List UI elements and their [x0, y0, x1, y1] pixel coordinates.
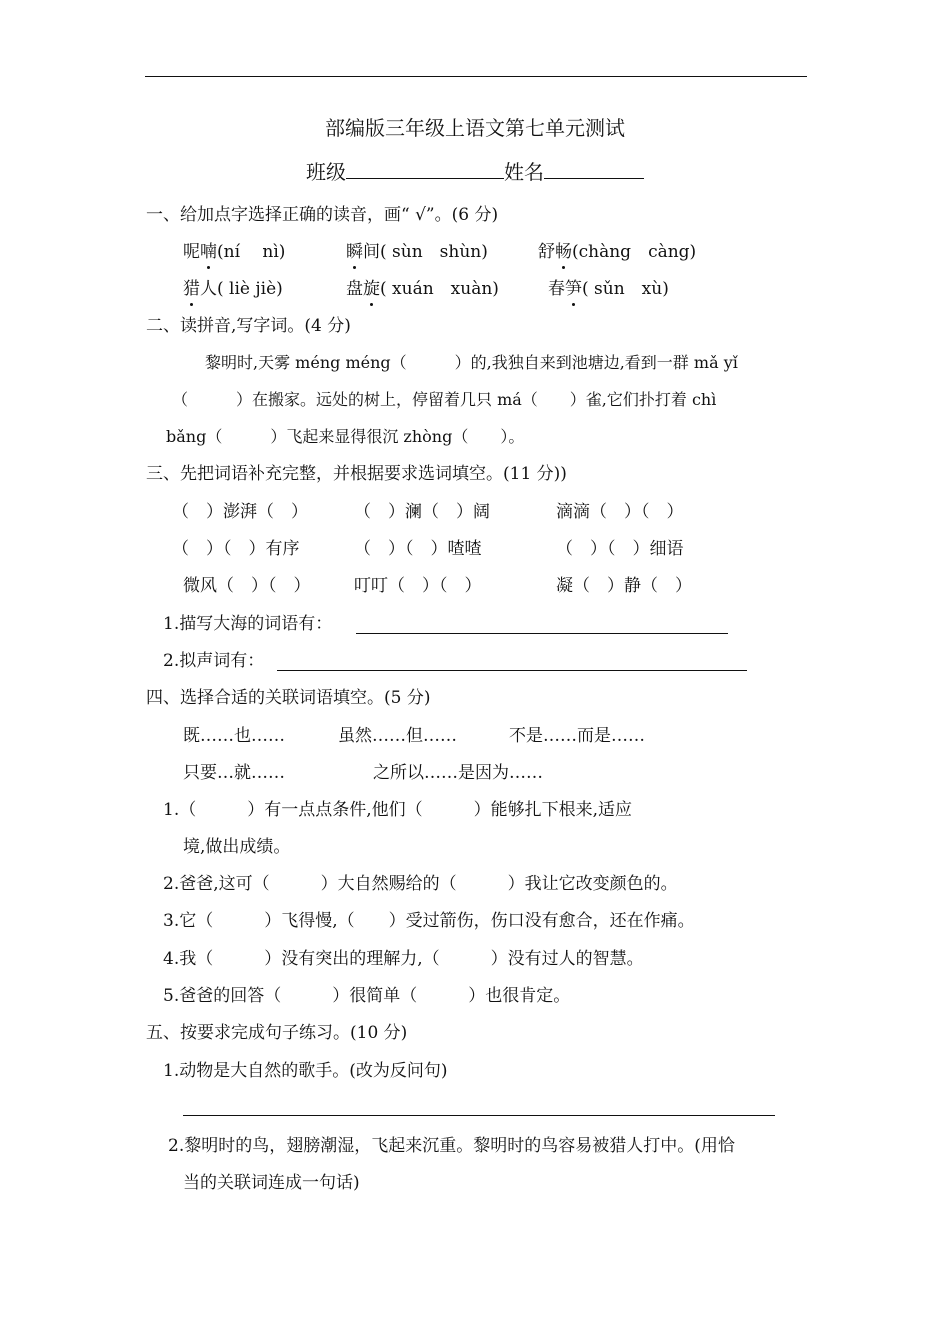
- q1-heading: 一、给加点字选择正确的读音，画“ √”。(6 分): [146, 205, 499, 225]
- q1-item: 盘旋( xuán xuàn): [346, 279, 499, 299]
- q4-item: 1.（ ）有一点点条件,他们（ ）能够扎下根来,适应: [163, 800, 633, 820]
- page-title: 部编版三年级上语文第七单元测试: [325, 116, 625, 140]
- q4-option: 既……也……: [183, 726, 285, 746]
- q3-word: （ ）澎湃（ ）: [172, 502, 308, 522]
- dotted-char: 笋: [565, 279, 582, 299]
- answer-line[interactable]: [183, 1115, 775, 1116]
- dotted-char: 喃: [200, 242, 217, 262]
- q2-line: bǎng（ ）飞起来显得很沉 zhòng（ ）。: [166, 427, 525, 446]
- q1-item: 呢喃(ní nì): [183, 242, 286, 262]
- q3-heading: 三、先把词语补充完整，并根据要求选词填空。(11 分)): [146, 464, 567, 484]
- q4-item: 3.它（ ）飞得慢,（ ）受过箭伤，伤口没有愈合，还在作痛。: [163, 911, 695, 931]
- q2-line: （ ）在搬家。远处的树上，停留着几只 má（ ）雀,它们扑打着 chì: [172, 390, 717, 409]
- answer-line[interactable]: [277, 670, 747, 671]
- dotted-char: 旋: [363, 279, 380, 299]
- q1-item: 春笋( sǔn xù): [548, 279, 669, 299]
- q5-item: 1.动物是大自然的歌手。(改为反问句): [163, 1061, 448, 1081]
- class-label: 班级: [306, 160, 346, 184]
- name-label: 姓名: [504, 160, 544, 184]
- q3-sub2: 2.拟声词有：: [163, 651, 265, 671]
- q4-item: 4.我（ ）没有突出的理解力,（ ）没有过人的智慧。: [163, 949, 644, 969]
- q4-option: 只要…就……: [183, 763, 285, 783]
- q4-item: 2.爸爸,这可（ ）大自然赐给的（ ）我让它改变颜色的。: [163, 874, 678, 894]
- q4-heading: 四、选择合适的关联词语填空。(5 分): [146, 688, 431, 708]
- q5-item: 当的关联词连成一句话): [183, 1173, 360, 1193]
- name-field[interactable]: [544, 160, 644, 179]
- student-info: [0, 160, 950, 184]
- q4-item: 境,做出成绩。: [183, 837, 291, 857]
- q3-word: 叮叮（ ）（ ）: [354, 576, 482, 596]
- q3-word: （ ）（ ）细语: [556, 539, 684, 559]
- q2-line: 黎明时,天雾 méng méng（ ）的,我独自来到池塘边,看到一群 mǎ yǐ: [205, 353, 738, 372]
- q3-word: （ ）（ ）喳喳: [354, 539, 482, 559]
- q5-item: 2.黎明时的鸟，翅膀潮湿，飞起来沉重。黎明时的鸟容易被猎人打中。(用恰: [168, 1136, 735, 1156]
- q3-word: （ ）澜（ ）阔: [354, 502, 490, 522]
- q1-item: 瞬间( sùn shùn): [346, 242, 488, 262]
- class-field[interactable]: [346, 160, 504, 179]
- q3-sub1: 1.描写大海的词语有：: [163, 614, 333, 634]
- header-rule: [145, 76, 807, 77]
- answer-line[interactable]: [356, 633, 728, 634]
- q3-word: 微风（ ）（ ）: [183, 576, 311, 596]
- dotted-char: 猎: [183, 279, 200, 299]
- q4-option: 不是……而是……: [509, 726, 645, 746]
- q1-item: 舒畅(chàng càng): [538, 242, 697, 262]
- q3-word: 凝（ ）静（ ）: [556, 576, 692, 596]
- dotted-char: 瞬: [346, 242, 363, 262]
- q4-option: 虽然……但……: [338, 726, 457, 746]
- dotted-char: 畅: [555, 242, 572, 262]
- q5-heading: 五、按要求完成句子练习。(10 分): [146, 1023, 408, 1043]
- q1-item: 猎人( liè jiè): [183, 279, 283, 299]
- q3-word: 滴滴（ ）（ ）: [556, 502, 684, 522]
- q3-word: （ ）（ ）有序: [172, 539, 300, 559]
- q4-option: 之所以……是因为……: [373, 763, 543, 783]
- q4-item: 5.爸爸的回答（ ）很简单（ ）也很肯定。: [163, 986, 571, 1006]
- q2-heading: 二、读拼音,写字词。(4 分): [146, 316, 351, 336]
